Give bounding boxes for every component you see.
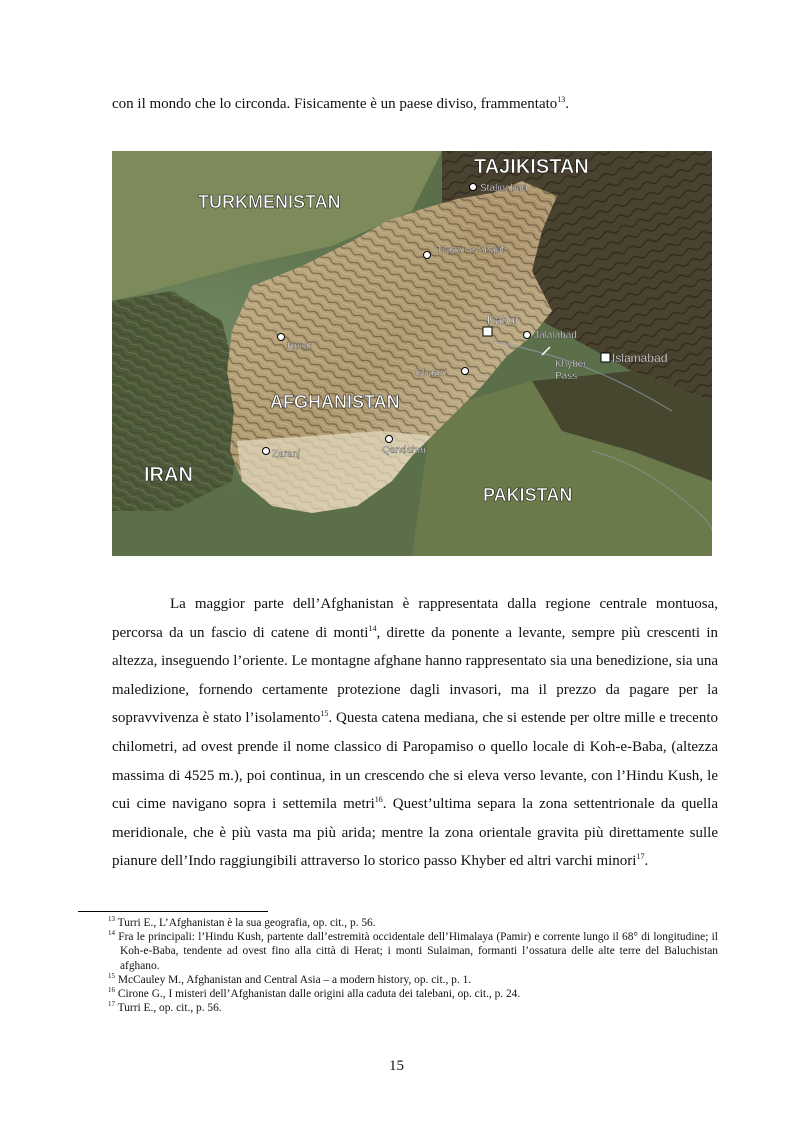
city-marker-jalalabad <box>524 332 531 339</box>
footnote-14: $^{14}$ Fra le principali: l’Hindu Kush, partente dall’estremità occidentale dell’Himalaya (Pamir) e corrente lungo il 68° di longitudine; il Koh-e-Baba, tendente ad ovest fino alla città di Herat; i monti Sulaiman, formanti l’ossatura delle alte terre del Baluchistan afghano. <box>108 929 718 972</box>
footnote-ref-13[interactable]: 13 <box>557 95 566 104</box>
map-label-iran: IRAN <box>144 464 193 486</box>
city-label-herat: Herat <box>287 341 312 352</box>
footnotes <box>108 916 718 1015</box>
city-label-pass: Pass <box>555 371 578 382</box>
footnote-ref-16[interactable]: 16 <box>374 795 383 805</box>
city-label-stalinabad: Stalinabad <box>480 183 528 194</box>
footnote-15: $^{15}$ McCauley M., Afghanistan and Central Asia – a modern history, op. cit., p. 1. <box>108 972 472 986</box>
city-marker-ghazni <box>462 368 469 375</box>
page-number: 15 <box>389 1058 404 1074</box>
footnote-ref-14[interactable]: 14 <box>368 623 377 633</box>
footnote-ref-17[interactable]: 17 <box>636 852 645 862</box>
footnote-separator <box>78 911 268 912</box>
city-marker-mazar <box>424 252 431 259</box>
city-marker-herat <box>278 334 285 341</box>
city-marker-stalinabad <box>470 184 477 191</box>
city-label-zaranj: Zaranj <box>272 449 301 460</box>
city-marker-qandahar <box>386 436 393 443</box>
city-marker-kabul <box>483 327 492 336</box>
map-label-afghanistan: AFGHANISTAN <box>270 392 400 412</box>
footnote-17: $^{17}$ Turri E., op. cit., p. 56. <box>108 1000 222 1015</box>
footnote-13: $^{13}$ Turri E., L’Afghanistan è la sua geografia, op. cit., p. 56. <box>108 915 376 929</box>
city-marker-zaranj <box>263 448 270 455</box>
city-label-ghazni: Ghazni <box>415 368 447 379</box>
intro-line: con il mondo che lo circonda. Fisicamente è un paese diviso, frammentato$^{13}$. <box>112 95 570 112</box>
map-label-tajikistan: TAJIKISTAN <box>474 156 589 178</box>
afghanistan-relief-map <box>112 151 712 556</box>
city-label-islamabad: Islamabad <box>612 351 668 365</box>
main-paragraph: La maggior parte dell’Afghanistan è rappresentata dalla regione centrale montuosa, percorsa da un fascio di catene di monti$^{14}$, dirette da ponente a levante, sempre più crescenti in altezza, inseguendo l’oriente. Le montagne afghane hanno rappresentato sia una benedizione, sia una maledizione, fornendo certamente protezione dagli invasori, ma il prezzo da pagare per la sopravvivenza è stato l’isolamento$^{15}$. Questa catena mediana, che si estende per oltre mille e trecento chilometri, ad ovest prende il nome classico di Paropamiso o quello locale di Koh-e-Baba, (altezza massima di 4525 m.), poi continua, in un crescendo che si eleva verso levante, con l’Hindu Kush, le cui cime navigano sopra i settemila metri$^{16}$. Quest’ultima separa la zona settentrionale da quella meridionale, che è più vasta ma più arida; mentre la zona orientale gravita più direttamente sulle pianure dell’Indo raggiungibili attraverso lo storico passo Khyber ed altri varchi minori$^{17}$. <box>112 596 719 870</box>
city-label-qandahar: Qandahar <box>382 445 427 456</box>
city-label-kabul: Kabul <box>487 313 518 327</box>
city-label-khyber: Khyber <box>555 359 587 370</box>
city-label-mazar: Mazar-e-Sharif <box>438 245 505 256</box>
map-label-pakistan: PAKISTAN <box>483 485 573 505</box>
footnote-16: $^{16}$ Cirone G., I misteri dell’Afghanistan dalle origini alla caduta dei talebani, op. cit., p. 24. <box>108 986 521 1001</box>
footnote-ref-15[interactable]: 15 <box>320 709 329 719</box>
map-label-turkmenistan: TURKMENISTAN <box>198 192 341 212</box>
city-marker-islamabad <box>601 353 610 362</box>
city-label-jalalabad: Jalalabad <box>534 330 577 341</box>
